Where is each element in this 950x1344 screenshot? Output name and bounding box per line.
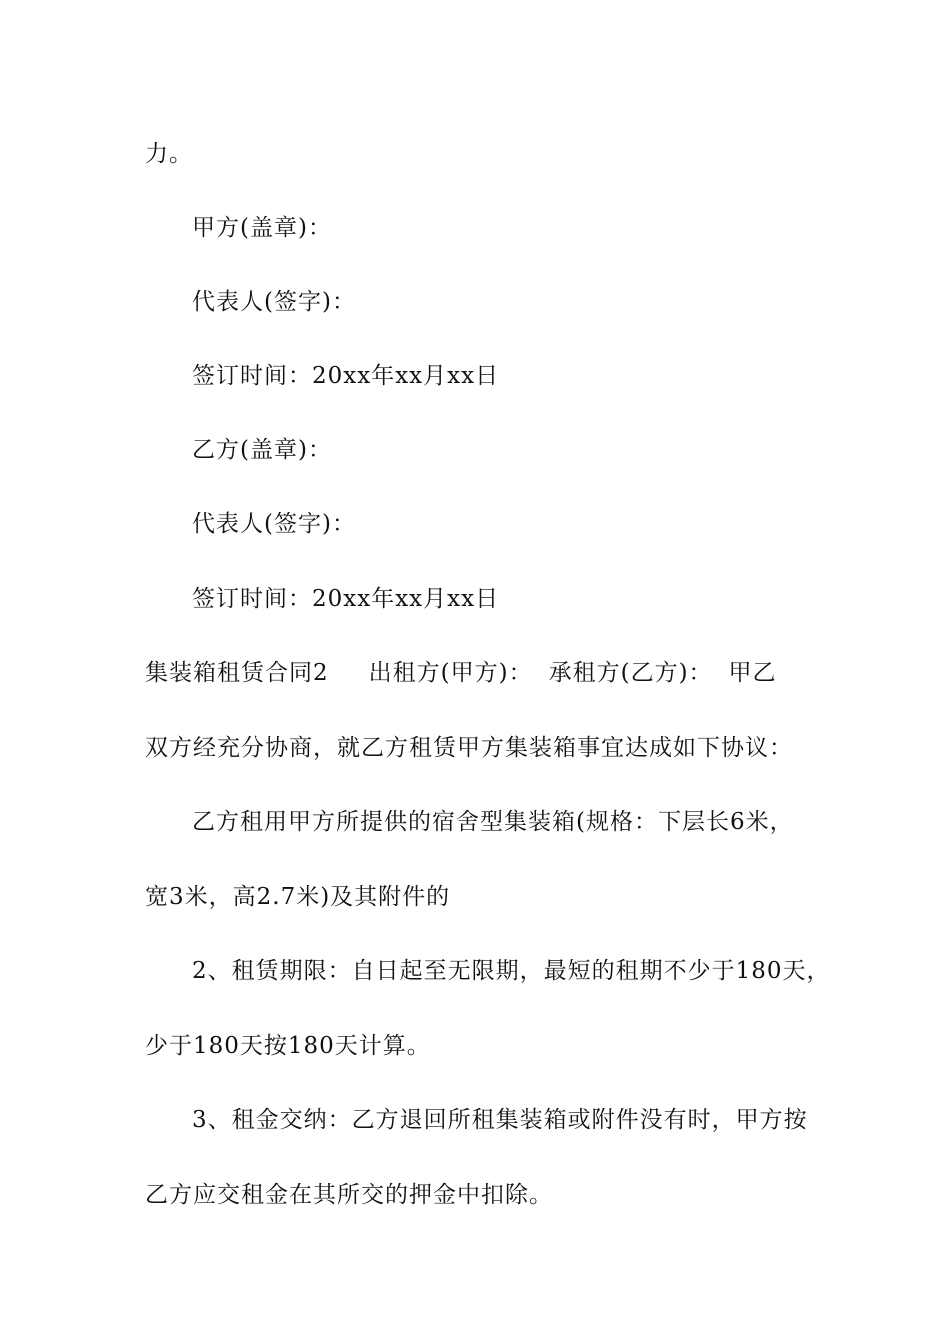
party-b-seal-line: 乙方(盖章)： [192,437,332,463]
lessor-label: 出租方(甲方)： [368,660,533,686]
clause-3-line-2: 乙方应交租金在其所交的押金中扣除。 [145,1182,553,1208]
party-b-representative-line: 代表人(签字)： [192,511,356,537]
intro-start: 甲乙 [728,660,777,686]
clause-2-line-1: 2、租赁期限：自日起至无限期，最短的租期不少于180天， [192,958,831,984]
party-b-signing-date-line: 签订时间：20xx年xx月xx日 [192,586,500,612]
clause-2-line-2: 少于180天按180天计算。 [145,1033,431,1059]
text-line-continuation: 力。 [145,141,193,167]
clause-1-line-1: 乙方租用甲方所提供的宿舍型集装箱(规格：下层长6米， [192,809,794,835]
intro-text-line: 双方经充分协商，就乙方租赁甲方集装箱事宜达成如下协议： [145,735,793,761]
clause-3-line-1: 3、租金交纳：乙方退回所租集装箱或附件没有时，甲方按 [192,1107,808,1133]
lessee-label: 承租方(乙方)： [548,660,713,686]
clause-1-line-2: 宽3米，高2.7米)及其附件的 [145,884,451,910]
party-a-seal-line: 甲方(盖章)： [192,215,332,241]
party-a-signing-date-line: 签订时间：20xx年xx月xx日 [192,363,500,389]
party-a-representative-line: 代表人(签字)： [192,289,356,315]
contract-heading: 集装箱租赁合同2 [145,660,329,686]
contract-heading-line [145,657,825,689]
